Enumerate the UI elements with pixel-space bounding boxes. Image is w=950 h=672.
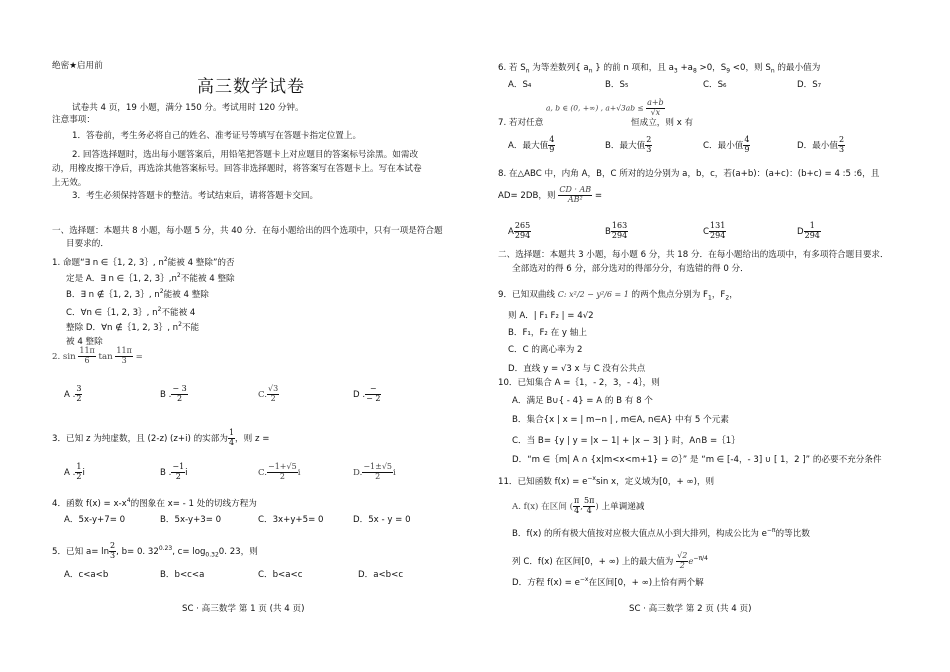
q1-option-b: B．∃ n ∉｛1, 2, 3｝, $n^2$能被 4 整除 [66,288,209,300]
q5-option-a: A．c<a<b [64,570,109,580]
q2-option-b: B . $\frac{- 3}{2}$ [160,384,187,403]
q11-option-a: A. f(x) 在区间 ( $\frac{\pi}{4}$ , $\frac{5\pi}{4}$ ) 上单调递减 [512,496,645,515]
q6-stem: 6. 若 $S_n$ 为等差数列{ $a_n$ } 的前 n 项和，且 $a_3 +a_8 >0$，$S_9 <0$，则 $S_n$ 的最小值为 [498,63,821,75]
q6-option-a: A．S₄ [508,80,532,90]
q5-option-b: B．b<c<a [160,570,205,580]
notice-line-2: 2. 回答选择题时，选出每小题答案后，用铅笔把答题卡上对应题目的答案标号涂黑。如需改 [72,150,419,160]
q1-option-c: C．∀n ∈｛1, 2, 3｝, $n^2$不能被 4 [66,306,196,318]
q10-option-c: C．当 B= {y | y = |x − 1| + |x − 3| } 时，A∩B =｛1｝ [512,436,740,446]
q8-option-b: B $\frac{163}{294}$ [605,221,628,240]
notice-title: 注意事项： [52,115,95,125]
q11-option-b: B．f(x) 的所有极大值按对应极大值点从小到大排列，构成公比为 $e^{-\pi}$的等比数 [512,527,810,539]
exam-info: 试卷共 4 页，19 小题，满分 150 分。考试用时 120 分钟。 [72,103,304,113]
q1-option-d-cont: 被 4 整除 [66,337,103,347]
q7-formula: a, b ∈ (0, +∞) , a+√3ab ≤ $\frac{a+b}{√x}$ [546,98,664,117]
q5-option-c: C．b<a<c [258,570,303,580]
q2-option-d: D . $\frac{-}{- 2}$ [353,384,381,403]
q4-stem: 4．函数 $f(x) = x-x^4$的图象在 x= - 1 处的切线方程为 [52,497,257,509]
q6-option-b: B．S₅ [605,80,629,90]
notice-line-4: 上无效。 [52,178,87,188]
q7-option-a: A．最大值 $\frac{4}{9}$ [508,135,555,154]
right-footer: SC · 高三数学 第 2 页 (共 4 页) [629,604,752,614]
q7-option-c: C．最小值 $\frac{4}{9}$ [703,135,750,154]
q7-stem: 7. 若对任意 [498,118,544,128]
q11-option-c: 列 C．f(x) 在区间[0，+ ∞) 上的最大值为 $\frac{√2}{2}$ $e^{-\pi/4}$ [512,551,708,570]
q4-option-b: B．5x-y+3= 0 [160,515,222,525]
q7-option-b: B．最大值 $\frac{2}{3}$ [605,135,652,154]
section2-line-1: 二、选择题：本题共 3 小题，每小题 6 分，共 18 分．在每小题给出的选项中，有多项符合题目要求． [498,250,889,260]
q4-option-a: A．5x-y+7= 0 [64,515,126,525]
q5-stem: 5．已知 a= ln $\frac{2}{3}$ , b= 0. $32^{0.23}$, $c= \log_{0.32}0$. 23，则 [52,541,258,560]
q3-option-d: D. $\frac{-1\pm√5}{2}$ i [353,462,396,481]
q10-option-b: B．集合{x | x = | m−n | , m∈A, n∈A} 中有 5 个元素 [512,415,729,425]
q5-option-d: D．a<b<c [358,570,404,580]
q7-stem-tail: 恒成立，则 x 有 [631,118,694,128]
q4-option-d: D．5x - y = 0 [353,515,411,525]
right-page [475,0,950,672]
q9-option-d: D．直线 y = √3 x 与 C 没有公共点 [508,364,646,374]
q6-option-c: C．S₆ [703,80,727,90]
q1-stem: 1. 命题“∃ n ∈｛1, 2, 3｝, $n^2$能被 4 整除”的否 [52,256,235,268]
q1-option-d: 整除 D．∀n ∉｛1, 2, 3｝, $n^2$不能 [66,321,200,333]
q8-option-a: A $\frac{265}{294}$ [508,221,531,240]
q4-option-c: C．3x+y+5= 0 [258,515,324,525]
q3-option-a: A . $\frac{1}{2}$ i [64,462,85,481]
q3-option-b: B . $\frac{-1}{2}$ i [160,462,188,481]
section1-line-2: 目要求的． [66,239,109,249]
q8-option-c: C $\frac{131}{294}$ [703,221,726,240]
section1-line-1: 一、选择题：本题共 8 小题，每小题 5 分，共 40 分．在每小题给出的四个选项中，只有一项是符合题 [52,226,443,236]
q7-option-d: D．最小值 $\frac{2}{3}$ [797,135,845,154]
left-footer: SC · 高三数学 第 1 页 (共 4 页) [182,604,305,614]
q3-option-c: C. $\frac{-1+√5}{2}$ i [258,462,301,481]
q1-option-a: 定是 A．∃ n ∈｛1, 2, $3\},n^2$不能被 4 整除 [66,272,235,284]
q6-option-d: D．S₇ [797,80,822,90]
q8-option-d: D $\frac{1}{294}$ [797,221,820,240]
page-title: 高三数学试卷 [197,77,305,97]
q3-stem: 3．已知 z 为纯虚数，且 (2-z) (z+i) 的实部为 $\frac{1}{4}$ ，则 z = [52,428,270,447]
notice-line-1: 1．答卷前，考生务必将自己的姓名、准考证号等填写在答题卡指定位置上。 [72,131,362,141]
q11-option-d: D．方程 $f(x) = e^{-x}$在区间[0，+ ∞)上恰有两个解 [512,576,704,588]
q2-option-c: C. $\frac{√3}{2}$ [258,384,279,403]
q2-option-a: A . $\frac{3}{2}$ [64,384,82,403]
notice-line-3: 动，用橡皮擦干净后，再选涂其他答案标号。回答非选择题时，将答案写在答题卡上。写在本试卷 [52,164,422,174]
q9-option-a: 则 A．| F₁ F₂ | = 4√2 [508,311,594,321]
q10-option-d: D．“m ∈｛m| A ∩ {x|m<x<m+1} = ∅｝” 是 “m ∈ [-4，- 3] ∪ [ 1，2 ]” 的必要不充分条件 [512,455,882,465]
q9-stem: 9．已知双曲线 C: x²/2 − y²/6 = 1 的两个焦点分别为 $F_1$，$F_2$， [498,290,738,302]
q9-option-b: B．F₁，F₂ 在 y 轴上 [508,328,587,338]
q11-stem: 11．已知函数 $f(x) = e^{-x}\sin$ x，定义域为[0，+ ∞)，则 [498,475,715,487]
q9-option-c: C．C 的离心率为 2 [508,345,583,355]
section2-line-2: 全部选对的得 6 分，部分选对的得部分分，有选错的得 0 分． [512,264,749,274]
q8-line2: AD= 2DB，则 $\frac{CD \cdot AB}{\text{AB²}}$ = [498,185,603,204]
q8-stem: 8. 在△ABC 中，内角 A，B，C 所对的边分别为 a，b，c，若(a+b)：(a+c)：(b+c) = 4 :5 :6，且 [498,169,880,179]
notice-line-5: 3．考生必须保持答题卡的整洁。考试结束后，请将答题卡交回。 [72,191,319,201]
q10-option-a: A．满足 B∪{ - 4} = A 的 B 有 8 个 [512,396,653,406]
secret-label: 绝密★启用前 [52,61,103,71]
q2-stem: 2. sin $\frac{11\pi}{6}$ tan $\frac{11\pi}{3}$ = [52,346,143,365]
q10-stem: 10．已知集合 A =｛1，- 2，3，- 4｝，则 [498,378,660,388]
